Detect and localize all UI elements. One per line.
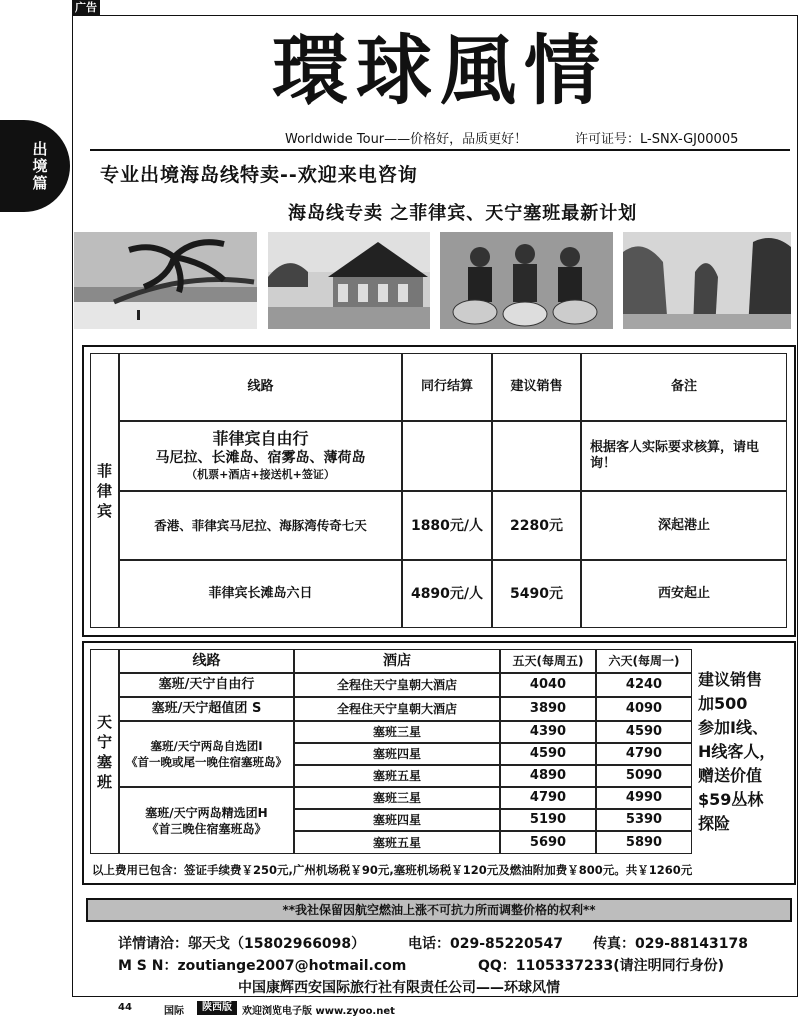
contact-fax: 传真：029-88143178 [593,936,748,952]
side-tab-char: 出 [32,139,48,158]
price-five-day: 5190 [500,809,596,831]
price-five-day: 4790 [500,787,596,809]
hotel: 塞班三星 [294,721,500,743]
tagline: Worldwide Tour——价格好，品质更好！ [285,132,528,147]
header-remark: 备注 [581,353,787,421]
promo-line: 参加I线、 [698,717,768,737]
price-five-day: 4040 [500,673,596,697]
price-adjust-warning: **我社保留因航空燃油上涨不可抗力所而调整价格的权利** [86,898,792,922]
hotel: 塞班四星 [294,809,500,831]
remark: 深起港止 [581,491,787,560]
route-saipan-value: 塞班/天宁超值团 S [119,697,294,721]
trade-price: 4890元/人 [402,560,492,628]
hotel: 塞班四星 [294,743,500,765]
ad-tag: 广告 [72,0,100,15]
suggested-price: 5490元 [492,560,581,628]
route-islands: 马尼拉、长滩岛、宿雾岛、薄荷岛 [155,450,366,466]
remark-consult: 根据客人实际要求核算，请电询！ [581,421,787,491]
side-tab-char: 境 [32,156,48,175]
route-note: 《首一晚或尾一晚住宿塞班岛》 [126,755,287,769]
route-philippines-free [119,421,402,491]
water-villa-photo [268,232,430,329]
contact-qq: QQ：1105337233(请注明同行身份) [478,958,725,974]
hotel: 塞班三星 [294,787,500,809]
route-boracay: 菲律宾长滩岛六日 [119,560,402,628]
hotel: 塞班五星 [294,765,500,787]
section-label-char: 律 [96,481,112,500]
promo-line: $59丛林 [698,789,764,809]
price-five-day: 4590 [500,743,596,765]
header-five-day: 五天(每周五) [500,649,596,673]
saipan-promo-note [692,649,787,854]
route-name: 塞班/天宁两岛自选团I [150,739,263,753]
header-route: 线路 [119,649,294,673]
hotel: 全程住天宁皇朝大酒店 [294,673,500,697]
section-label-char: 班 [96,772,112,791]
header-route: 线路 [119,353,402,421]
trade-price: 1880元/人 [402,491,492,560]
page-number: 44 [118,1002,132,1013]
price-five-day: 4390 [500,721,596,743]
route-group-h [119,787,294,854]
company-name: 中国康辉西安国际旅行社有限责任公司——环球风情 [238,980,560,996]
promo-line: 加500 [698,693,748,713]
route-title: 菲律宾自由行 [212,429,309,448]
footer-section: 国际 [164,1006,184,1017]
price-six-day: 4790 [596,743,692,765]
drummers-photo [440,232,613,329]
contact-phone: 电话：029-85220547 [408,936,563,952]
headline-sub: 海岛线专卖 之菲律宾、天宁塞班最新计划 [288,203,638,224]
section-label-char: 天 [96,712,112,731]
section-label-char: 宁 [96,732,112,751]
section-side-tab [0,120,70,212]
promo-line: 赠送价值 [698,765,763,785]
saipan-label [90,649,119,854]
header-trade-price: 同行结算 [402,353,492,421]
divider [90,149,790,151]
section-label-char: 菲 [96,461,112,480]
beach-palm-photo [74,232,257,329]
suggested-price-empty [492,421,581,491]
price-six-day: 5890 [596,831,692,854]
hotel: 塞班五星 [294,831,500,854]
header-suggested-price: 建议销售 [492,353,581,421]
edition-badge: 陕西版 [197,1001,237,1015]
promo-line: H线客人， [698,741,776,761]
hotel: 全程住天宁皇朝大酒店 [294,697,500,721]
trade-price-empty [402,421,492,491]
headline-main: 专业出境海岛线特卖--欢迎来电咨询 [100,164,418,186]
contact-msn: M S N：zoutiange2007@hotmail.com [118,958,407,974]
suggested-price: 2280元 [492,491,581,560]
island-rocks-photo [623,232,791,329]
side-tab-char: 篇 [32,173,48,192]
footer-site-link[interactable]: 欢迎浏览电子版 www.zyoo.net [242,1006,395,1017]
price-six-day: 4240 [596,673,692,697]
license-number: 许可证号：L-SNX-GJ00005 [575,132,739,147]
header-hotel: 酒店 [294,649,500,673]
price-five-day: 5690 [500,831,596,854]
brand-title: 環球風情 [272,26,608,115]
contact-person: 详情请洽：邬天戈（15802966098） [118,936,366,952]
section-label-char: 宾 [96,501,112,520]
price-six-day: 4990 [596,787,692,809]
fees-included-note: 以上费用已包含：签证手续费￥250元,广州机场税￥90元,塞班机场税￥120元及燃油附加费￥800元。共￥1260元 [92,863,693,877]
price-six-day: 5390 [596,809,692,831]
route-name: 塞班/天宁两岛精选团H [145,805,268,820]
price-six-day: 4090 [596,697,692,721]
route-includes: （机票+酒店+接送机+签证） [186,468,335,481]
section-label-char: 塞 [96,752,112,771]
remark: 西安起止 [581,560,787,628]
header-six-day: 六天(每周一) [596,649,692,673]
price-five-day: 4890 [500,765,596,787]
route-group-i [119,721,294,787]
price-six-day: 4590 [596,721,692,743]
promo-line: 探险 [698,813,731,833]
route-hongkong-manila: 香港、菲律宾马尼拉、海豚湾传奇七天 [119,491,402,560]
route-saipan-free: 塞班/天宁自由行 [119,673,294,697]
price-five-day: 3890 [500,697,596,721]
route-note: 《首三晚住宿塞班岛》 [146,821,267,836]
promo-line: 建议销售 [698,669,763,689]
philippines-label [90,353,119,628]
price-six-day: 5090 [596,765,692,787]
